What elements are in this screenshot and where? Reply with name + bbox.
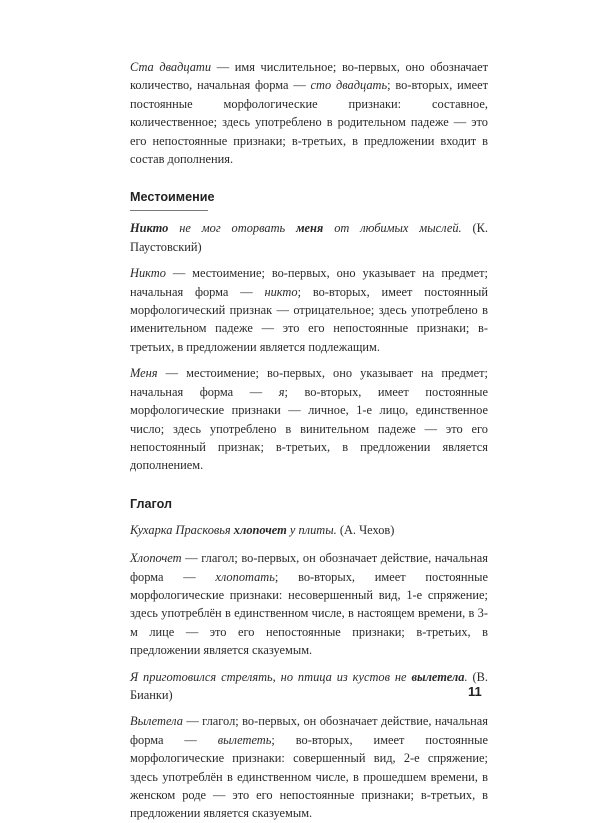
example-source: (В. Бианки) <box>130 669 489 702</box>
example-sentence <box>130 521 488 539</box>
text: — местоимение; во-первых, оно указывает на предмет; начальная форма — <box>130 266 488 299</box>
section-heading-pronoun-wrap <box>130 188 488 211</box>
page-number: 11 <box>468 684 482 699</box>
paragraph-analysis <box>130 549 488 659</box>
text: ; во-вторых, имеет постоянные морфологические признаки: несовершенный вид, 1-е спряжение; здесь употреблён в единственном числе, в настоящем времени, в 3-м лице — это его непостоянные признаки; в-третьих, в предложении является сказуемым. <box>130 569 488 658</box>
text: ; во-вторых, имеет постоянные морфологические признаки: составное, количественное; здесь употреблено в родительном падеже — это его непостоянные признаки; в-третьих, в предложении входит в состав дополнения. <box>130 78 489 167</box>
example-source: (А. Чехов) <box>336 522 395 537</box>
term: Никто <box>130 266 166 281</box>
text: — имя числительное; во-первых, оно обозначает количество, начальная форма — <box>130 60 489 93</box>
text: — глагол; во-первых, он обозначает действие, начальная форма — <box>130 714 488 747</box>
term: я <box>278 384 285 399</box>
example-text: Кухарка Прасковья <box>130 522 234 537</box>
term: хлопотать <box>215 569 275 584</box>
term: Меня <box>130 366 158 381</box>
section-heading-verb: Глагол <box>130 496 172 511</box>
example-text: не мог оторвать <box>168 221 297 236</box>
text: ; во-вторых, имеет постоянные морфологические признаки: совершенный вид, 2-е спряжение; здесь употреблён в единственном числе, в прошедшем времени, в женском роде — это его непостоянные признаки; в-третьих, в предложении является сказуемым. <box>130 732 488 821</box>
section-heading-pronoun: Местоимение <box>130 190 215 205</box>
term: Вылетела <box>130 714 183 729</box>
paragraph-analysis <box>130 712 488 822</box>
example-sentence <box>130 668 488 705</box>
highlighted-word: вылетела <box>411 669 465 684</box>
example-source: (К. Паустовский) <box>130 221 488 254</box>
paragraph-numeral <box>130 58 488 168</box>
page-content <box>130 58 488 823</box>
term: никто <box>264 284 298 299</box>
text: ; во-вторых, имеет постоянные морфологические признаки — личное, 1-е лицо, единственное число; здесь употреблено в винительном падеже — это его непостоянный признак; в-третьих, в предложении является дополнением. <box>130 384 488 473</box>
term: вылететь <box>217 732 272 747</box>
term: сто двадцать <box>310 78 388 93</box>
section-heading-verb-wrap <box>130 495 488 513</box>
heading-underline <box>130 210 208 211</box>
example-text: от любимых мыслей. <box>323 221 462 236</box>
example-text: у плиты. <box>286 522 337 537</box>
example-text: . <box>464 669 468 684</box>
example-sentence <box>130 219 488 256</box>
highlighted-word: Никто <box>130 221 169 236</box>
text: — местоимение; во-первых, оно указывает на предмет; начальная форма — <box>130 366 488 399</box>
term: Ста двадцати <box>130 60 212 74</box>
example-text: Я приготовился стрелять, но птица из кустов не <box>130 669 412 684</box>
text: ; во-вторых, имеет постоянный морфологический признак — отрицательное; здесь употреблено в именительном падеже — это его непостоянные признаки; в-третьих, в предложении является подлежащим. <box>130 284 488 354</box>
highlighted-word: хлопочет <box>233 522 287 537</box>
text: — глагол; во-первых, он обозначает действие, начальная форма — <box>130 551 488 584</box>
paragraph-analysis <box>130 264 488 356</box>
paragraph-analysis <box>130 364 488 474</box>
highlighted-word: меня <box>296 221 324 236</box>
term: Хлопочет <box>130 551 182 566</box>
